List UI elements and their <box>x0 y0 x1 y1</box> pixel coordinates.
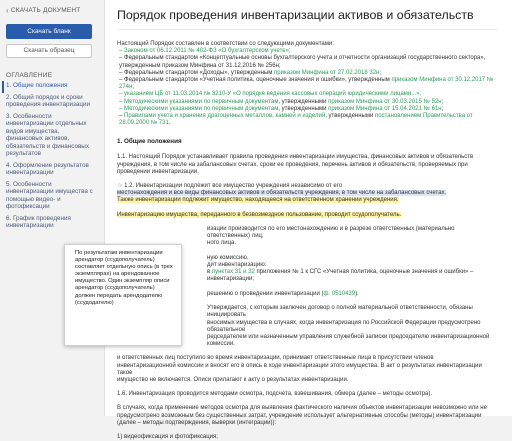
reference-text: – Федеральным стандартом «Учетная политика, оценочные значения и ошибки», утвержденным <box>119 77 392 84</box>
reference-link[interactable]: – Методическими указаниями по первичным документам <box>119 105 279 112</box>
reference-text: – Федеральным стандартом «Концептуальные основы бухгалтерского учета и отчетности организаций государственного сектора», <box>119 55 486 62</box>
toc-item-4[interactable]: 4. Оформление результатов инвентаризации <box>6 161 89 176</box>
paragraph-line: инвентаризационной комиссии и вносят его в опись в ходе инвентаризации этого имущества. В акт о результатах инвентаризации такое <box>117 362 482 376</box>
reference-item <box>117 113 498 120</box>
reference-item <box>117 99 498 106</box>
toc-item-2[interactable]: 2. Общий порядок и сроки проведения инвентаризации <box>6 93 90 108</box>
reference-text: утвержденным приказом Минфина от 31.12.2016 № 256н; <box>119 62 281 69</box>
comment-tooltip: По результатам инвентаризации арендатор (ссудополучатель) составляет отдельную опись (в трех экземплярах) на арендованное имущество. Один экземпляр описи арендатор (ссудополучатель) должен передать арендодателю (ссудодателю) <box>64 244 182 346</box>
reference-link[interactable]: приказом Минфина от 27.02.2018 32н <box>274 69 380 76</box>
download-form-button[interactable]: Скачать бланк <box>6 24 92 39</box>
reference-item <box>117 77 498 84</box>
paragraph-1-2-b: местонахождения и все виды финансовых активов и обязательств учреждения, в том числе на забалансовых счетах. <box>117 190 447 197</box>
reference-link[interactable]: 28.09.2000 № 731 <box>119 120 169 127</box>
paragraph-1-2-c: Также инвентаризации подлежит имущество, находящееся на ответственном хранении учреждения. <box>117 197 399 204</box>
download-section-label[interactable] <box>6 6 94 15</box>
section-heading: 1. Общие положения <box>117 138 182 146</box>
reference-link[interactable]: – Методическими указаниями по первичным документам <box>119 98 279 105</box>
reference-text: , утвержденными <box>278 105 329 112</box>
chevron-left-icon: ‹ <box>6 6 9 15</box>
toc-item-6[interactable]: 6. График проведения инвентаризации <box>6 214 71 229</box>
reference-text: ; <box>441 105 444 112</box>
fragment-line: инвентаризации; <box>207 276 255 283</box>
reference-link[interactable]: Правилами учета и хранения драгоценных металлов, камней и изделий <box>124 113 326 120</box>
reference-text: – <box>119 113 125 120</box>
paragraph-1-5 <box>117 355 498 384</box>
reference-list <box>117 48 498 127</box>
fragment-line <box>207 283 498 290</box>
reference-text: – Федеральным стандартом «Доходы», утвержденным <box>119 69 274 76</box>
reference-item <box>117 91 498 98</box>
reference-item <box>117 63 498 70</box>
toc-item-1[interactable]: 1. Общие положения <box>2 81 94 93</box>
reference-text: . <box>168 120 171 127</box>
reference-link[interactable]: 274н <box>119 84 133 91</box>
reference-text: , утвержденными <box>325 113 376 120</box>
toc-title: ОГЛАВЛЕНИЕ <box>6 72 53 79</box>
page-title: Порядок проведения инвентаризации активов и обязательств <box>117 8 498 30</box>
toc-item-5[interactable]: 5. Особенности инвентаризации имущества с помощью видео- и фотофиксации <box>6 180 93 210</box>
sidebar <box>0 0 98 416</box>
reference-text: ; <box>441 98 444 105</box>
star-icon[interactable]: ☆ <box>117 183 123 190</box>
paragraph-1-1: 1.1. Настоящий Порядок устанавливает правила проведения инвентаризации имущества, финансовых активов и обязательств учреждения, в том числе на забалансовых счетах, сроки ее проведения, перечень активов и обязательств, проверяемых при проведении инвентаризации. <box>117 154 474 175</box>
reference-link[interactable]: – указанием ЦБ от 11.03.2014 № 3210-У «О порядке ведения кассовых операций юридическими лицами...»; <box>119 91 422 98</box>
paragraph-1-2: ☆ 1.2. Инвентаризации подлежит все имущество учреждения независимо от его <box>117 183 343 190</box>
reference-text: ; <box>132 84 134 91</box>
download-section-label-text: СКАЧАТЬ ДОКУМЕНТ <box>10 7 81 14</box>
paragraph-1-6: 1.6. Инвентаризация проводится методами осмотра, подсчета, взвешивания, обмера (далее – методы осмотра). <box>117 391 433 398</box>
paragraph-line: и ответственных лиц поступило во время инвентаризации, принимает ответственные лица в присутствии членов <box>117 355 434 362</box>
reference-link[interactable]: приказом Минфина от 30.12.2017 № <box>391 77 494 84</box>
fragment-line: ную комиссию. <box>207 254 249 261</box>
reference-item <box>117 70 498 77</box>
fragment-line: в пунктах 31 и 32 приложения № 1 к СГС «Учетная политика, оценочные значения и ошибки» – <box>207 269 474 276</box>
reference-text: ; <box>379 69 382 76</box>
toc-item-3[interactable]: 3. Особенности инвентаризации отдельных видов имущества, финансовых активов, обязательств и финансовых результатов <box>6 112 89 157</box>
reference-link[interactable]: приказом Минфина от 30.03.2015 № 52н <box>328 98 442 105</box>
inline-link[interactable]: пунктах 31 и 32 <box>211 269 255 276</box>
reference-item <box>117 55 498 62</box>
intro-paragraph: Настоящий Порядок составлен в соответствии со следующими документами: <box>117 41 334 47</box>
reference-link[interactable]: – Законом от 06.12.2011 № 402-ФЗ «О бухгалтерском учете»; <box>119 48 291 55</box>
download-sample-button[interactable]: Скачать образец <box>6 44 92 58</box>
reference-text: , утвержденными <box>278 98 329 105</box>
reference-item <box>117 106 498 113</box>
document-panel <box>104 0 512 440</box>
reference-link[interactable]: постановлением Правительства от <box>375 113 473 120</box>
fragment-line: редседателем или назначенным управления служебной записки председателю инвентаризационной комиссии. <box>207 333 490 348</box>
paragraph-1-2-d: Инвентаризацию имущества, переданного в безвозмездное пользование, проводит ссудополучатель. <box>117 211 402 218</box>
paragraph-1-7: В случаях, когда применение методов осмотра для выявления фактического наличия объектов инвентаризации невозможно или не предусмотрено возможным без существенных затрат, учреждение использует альтернативные способы (методы) инвентаризации (далее – методы подтверждения, выверки (интеграции)): <box>117 405 487 426</box>
fragment-line: ного лица. <box>207 240 237 247</box>
inline-link[interactable]: ф. 0510439 <box>323 290 356 297</box>
fragment-line: вносимых имущества в случаях, когда инвентаризация по Российской Федерации предусмотрено обязательное <box>207 319 481 333</box>
reference-item <box>117 120 498 127</box>
fragment-line: Утверждается, с которым заключен договор о полной материальной ответственности, обязаны инициировать <box>207 305 473 319</box>
paragraph-1-8: 1) видеофиксация и фотофиксация; <box>117 433 218 440</box>
fragment-line <box>207 247 498 254</box>
fragment-line: решению о проведении инвентаризации (ф. 0510439). <box>207 290 359 297</box>
fragment-line: дит инвентаризацию: <box>207 261 267 268</box>
paragraph-line: имущество не включается. Описи прилагают к акту о результатах инвентаризации. <box>117 376 349 383</box>
reference-link[interactable]: приказом Минфина от 15.04.2021 № 61н <box>328 105 442 112</box>
fragment-line: изации производится по его местонахождению и в разрезе ответственных (материально ответственных) лиц, <box>207 225 455 240</box>
fragment-line <box>207 298 498 305</box>
